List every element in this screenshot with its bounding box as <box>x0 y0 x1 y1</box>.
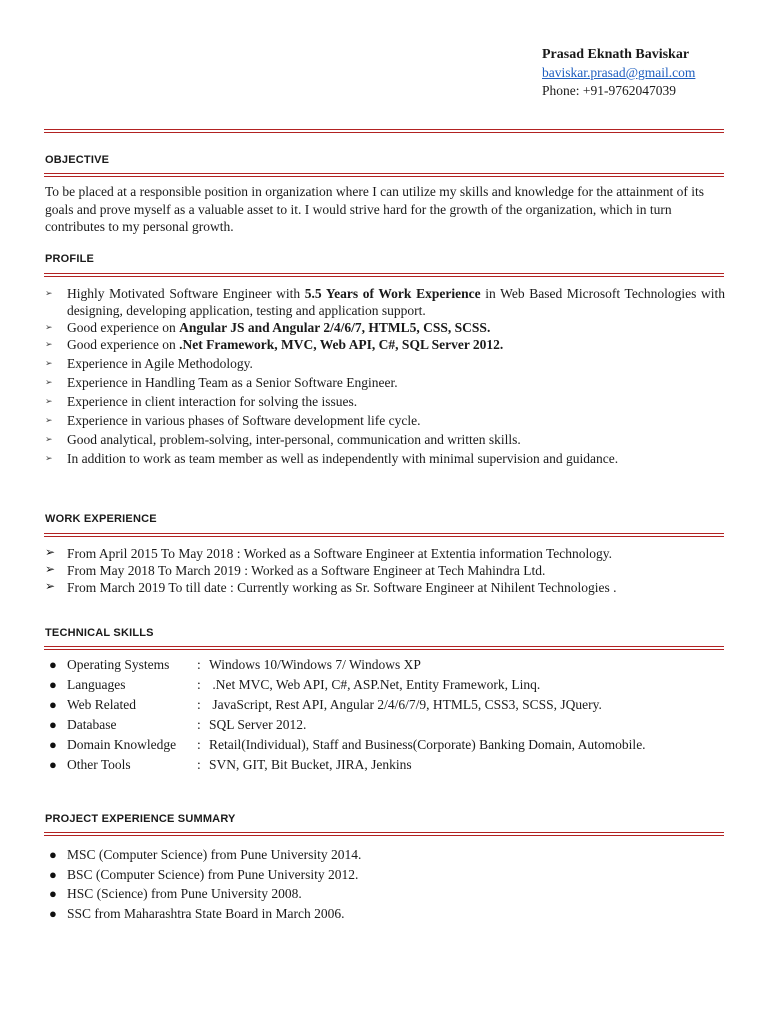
skill-name: Operating Systems <box>67 657 170 672</box>
profile-item <box>45 319 725 336</box>
project-item-text: SSC from Maharashtra State Board in March 2006. <box>67 905 345 921</box>
skill-row <box>45 655 725 675</box>
skill-colon: : <box>197 757 201 772</box>
profile-item <box>45 431 725 448</box>
skill-colon: : <box>197 717 201 732</box>
bullet-icon: ● <box>49 757 57 772</box>
profile-item-text: Experience in various phases of Software development life cycle. <box>67 413 421 428</box>
skill-value: Windows 10/Windows 7/ Windows XP <box>209 657 421 672</box>
divider-skills <box>44 646 724 650</box>
bullet-icon: ● <box>49 847 57 862</box>
arrow-bullet-icon: ➢ <box>45 434 53 444</box>
work-item-text: From May 2018 To March 2019 : Worked as a Software Engineer at Tech Mahindra Ltd. <box>67 563 546 578</box>
work-item-text: From April 2015 To May 2018 : Worked as a Software Engineer at Extentia information Technology. <box>67 546 613 561</box>
skill-colon: : <box>197 697 201 712</box>
arrow-bullet-icon: ➢ <box>45 562 56 576</box>
profile-item <box>45 355 725 372</box>
skill-colon: : <box>197 657 201 672</box>
candidate-name: Prasad Eknath Baviskar <box>542 47 690 62</box>
skill-value: SVN, GIT, Bit Bucket, JIRA, Jenkins <box>209 757 412 772</box>
skill-colon: : <box>197 737 201 752</box>
profile-item <box>45 336 725 353</box>
phone-number: Phone: +91-9762047039 <box>542 83 676 98</box>
project-item <box>45 884 725 904</box>
skill-row <box>45 695 725 715</box>
skill-row <box>45 755 725 775</box>
project-list <box>45 845 725 923</box>
objective-heading: OBJECTIVE <box>45 154 110 166</box>
work-item <box>45 562 725 579</box>
skill-name: Other Tools <box>67 757 131 772</box>
profile-item <box>45 374 725 391</box>
profile-item-text: In addition to work as team member as well as independently with minimal supervision and guidance. <box>67 451 619 466</box>
skill-name: Database <box>67 717 117 732</box>
skill-name: Domain Knowledge <box>67 737 177 752</box>
bullet-icon: ● <box>49 717 57 732</box>
profile-item <box>45 285 725 319</box>
project-heading: PROJECT EXPERIENCE SUMMARY <box>45 813 236 825</box>
work-item <box>45 579 725 596</box>
bullet-icon: ● <box>49 677 57 692</box>
profile-item <box>45 393 725 410</box>
skill-colon: : <box>197 677 201 692</box>
bullet-icon: ● <box>49 905 57 921</box>
profile-item-text: Experience in Agile Methodology. <box>67 356 253 371</box>
bullet-icon: ● <box>49 737 57 752</box>
project-item <box>45 845 725 865</box>
arrow-bullet-icon: ➢ <box>45 396 53 406</box>
skill-name: Web Related <box>67 697 137 712</box>
arrow-bullet-icon: ➢ <box>45 579 56 593</box>
work-item <box>45 545 725 562</box>
project-item <box>45 904 725 924</box>
project-item <box>45 865 725 885</box>
skill-value: SQL Server 2012. <box>209 717 307 732</box>
work-item-text: From March 2019 To till date : Currently working as Sr. Software Engineer at Nihilent Technologies . <box>67 580 617 595</box>
arrow-bullet-icon: ➢ <box>45 545 56 559</box>
project-item-text: BSC (Computer Science) from Pune University 2012. <box>67 866 359 882</box>
arrow-bullet-icon: ➢ <box>45 288 53 298</box>
profile-item-text: Experience in client interaction for solving the issues. <box>67 394 358 409</box>
profile-heading: PROFILE <box>45 253 95 265</box>
profile-item-text-end: in Web Based Microsoft Technologies with designing, developing application, testing and application support. <box>67 286 726 318</box>
bullet-icon: ● <box>49 657 57 672</box>
skill-value: JavaScript, Rest API, Angular 2/4/6/7/9, HTML5, CSS3, SCSS, JQuery. <box>209 697 602 712</box>
objective-text: To be placed at a responsible position in organization where I can utilize my skills and knowledge for the attainment of its goals and prove myself as a valuable asset to it. I would strive hard for the growth of the organization, which in turn contributes to my personal growth. <box>45 184 705 234</box>
divider-project <box>44 832 724 836</box>
profile-item-bold: .Net Framework, MVC, Web API, C#, SQL Server 2012. <box>179 337 504 352</box>
arrow-bullet-icon: ➢ <box>45 377 53 387</box>
divider-work <box>44 533 724 537</box>
profile-item-text: Good experience on <box>67 337 180 352</box>
arrow-bullet-icon: ➢ <box>45 453 53 463</box>
profile-item <box>45 412 725 429</box>
skill-row <box>45 715 725 735</box>
profile-item-bold: Angular JS and Angular 2/4/6/7, HTML5, CSS, SCSS. <box>179 320 491 335</box>
project-item-text: MSC (Computer Science) from Pune University 2014. <box>67 847 362 862</box>
divider-profile <box>44 273 724 277</box>
divider-header <box>44 129 724 133</box>
project-item-text: HSC (Science) from Pune University 2008. <box>67 886 302 901</box>
skill-value: Retail(Individual), Staff and Business(Corporate) Banking Domain, Automobile. <box>209 737 646 752</box>
bullet-icon: ● <box>49 886 57 901</box>
arrow-bullet-icon: ➢ <box>45 339 53 349</box>
work-list <box>45 545 725 596</box>
arrow-bullet-icon: ➢ <box>45 322 53 332</box>
skill-name: Languages <box>67 677 126 692</box>
profile-item-text: Good experience on <box>67 320 180 335</box>
bullet-icon: ● <box>49 866 57 882</box>
skills-heading: TECHNICAL SKILLS <box>45 627 154 639</box>
bullet-icon: ● <box>49 697 57 712</box>
arrow-bullet-icon: ➢ <box>45 358 53 368</box>
profile-list <box>45 285 725 467</box>
email-link[interactable]: baviskar.prasad@gmail.com <box>542 65 696 80</box>
skill-row <box>45 675 725 695</box>
contact-block <box>542 46 695 100</box>
work-heading: WORK EXPERIENCE <box>45 513 157 525</box>
profile-item <box>45 450 725 467</box>
skill-value: .Net MVC, Web API, C#, ASP.Net, Entity Framework, Linq. <box>209 677 541 692</box>
profile-item-text: Experience in Handling Team as a Senior Software Engineer. <box>67 375 398 390</box>
profile-item-text: Highly Motivated Software Engineer with <box>67 286 305 301</box>
profile-item-bold: 5.5 Years of Work Experience <box>304 286 481 301</box>
skills-list <box>45 655 725 775</box>
arrow-bullet-icon: ➢ <box>45 415 53 425</box>
skill-row <box>45 735 725 755</box>
divider-objective <box>44 173 724 177</box>
profile-item-text: Good analytical, problem-solving, inter-personal, communication and written skills. <box>67 432 521 447</box>
